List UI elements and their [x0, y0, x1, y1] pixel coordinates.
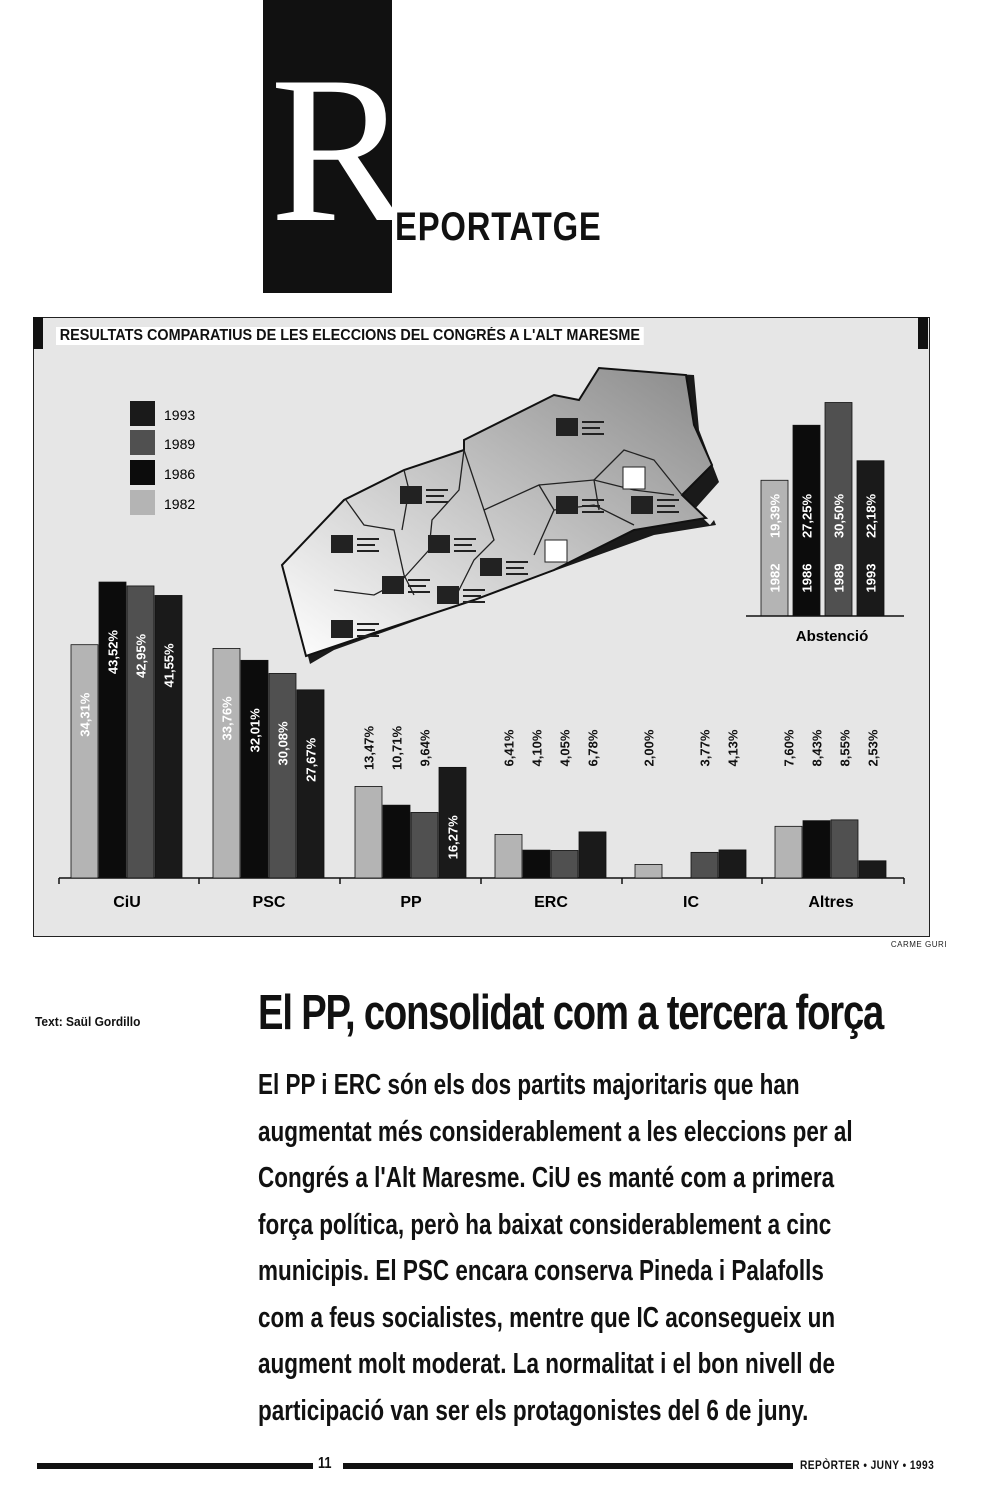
bar-Altres-1986 — [803, 821, 830, 878]
bar-PSC-1982 — [213, 648, 240, 878]
bar-Altres-1982 — [775, 826, 802, 878]
data-label-CiU-1986: 43,52% — [105, 630, 121, 675]
bar-PSC-1993 — [297, 690, 324, 878]
data-label-CiU-1993: 41,55% — [161, 643, 177, 688]
legend — [130, 401, 195, 515]
section-title: EPORTATGE — [395, 205, 602, 249]
page-number: 11 — [318, 1455, 332, 1472]
data-label-IC-1982: 2,00% — [641, 729, 657, 767]
data-label-PSC-1986: 32,01% — [247, 708, 263, 753]
publication-info: REPÒRTER • JUNY • 1993 — [800, 1458, 935, 1472]
data-label-PP-1989: 9,64% — [417, 729, 433, 767]
bar-PP-1982 — [355, 786, 382, 878]
data-label-IC-1989: 3,77% — [697, 729, 713, 767]
frame-accent-right — [918, 317, 928, 349]
lead-line: augmentat més considerablement a les eleccions per al — [258, 1115, 853, 1148]
legend-swatch-1989 — [130, 430, 155, 455]
abstention-label: Abstenció — [795, 628, 869, 645]
data-label-PSC-1989: 30,08% — [275, 721, 291, 766]
bar-CiU-1993 — [155, 595, 182, 878]
data-label-ERC-1982: 6,41% — [501, 729, 517, 767]
photo-credit: CARME GURI — [890, 940, 947, 949]
abstention-value-label: 22,18% — [863, 493, 879, 539]
data-label-Altres-1989: 8,55% — [837, 729, 853, 767]
abstention-year-label: 1993 — [863, 563, 879, 593]
bar-ERC-1993 — [579, 832, 606, 878]
legend-label-1989: 1989 — [164, 436, 196, 452]
category-label-CiU: CiU — [113, 894, 141, 911]
bar-IC-1982 — [635, 864, 662, 878]
bar-CiU-1986 — [99, 582, 126, 878]
category-label-PP: PP — [400, 894, 422, 911]
results-chart — [34, 350, 927, 934]
bar-PSC-1986 — [241, 660, 268, 878]
data-label-Altres-1982: 7,60% — [781, 729, 797, 767]
bar-Altres-1993 — [859, 861, 886, 878]
bar-ERC-1986 — [523, 850, 550, 878]
legend-swatch-1982 — [130, 490, 155, 515]
abstention-value-label: 19,39% — [767, 493, 783, 539]
lead-line: participació van ser els protagonistes del 6 de juny. — [258, 1394, 809, 1427]
abstention-value-label: 27,25% — [799, 493, 815, 539]
lead-line: com a feus socialistes, mentre que IC aconsegueix un — [258, 1301, 836, 1334]
data-label-PP-1982: 13,47% — [361, 725, 377, 771]
abstention-bar-chart — [746, 403, 904, 646]
abstention-year-label: 1989 — [831, 563, 847, 593]
legend-swatch-1986 — [130, 460, 155, 485]
legend-label-1993: 1993 — [164, 407, 196, 423]
abstention-year-label: 1982 — [767, 563, 783, 593]
legend-label-1986: 1986 — [164, 466, 196, 482]
footer-rule-right — [343, 1463, 793, 1469]
category-label-ERC: ERC — [534, 894, 568, 911]
bar-CiU-1982 — [71, 645, 98, 878]
data-label-Altres-1986: 8,43% — [809, 729, 825, 767]
abstention-value-label: 30,50% — [831, 493, 847, 539]
bar-CiU-1989 — [127, 586, 154, 878]
main-bar-chart — [59, 582, 904, 911]
data-label-IC-1993: 4,13% — [725, 729, 741, 767]
chart-title: RESULTATS COMPARATIUS DE LES ELECCIONS DEL CONGRÉS A L'ALT MARESME — [56, 327, 644, 345]
lead-line: municipis. El PSC encara conserva Pineda i Palafolls — [258, 1255, 824, 1287]
bar-IC-1989 — [691, 852, 718, 878]
lead-line: El PP i ERC són els dos partits majoritaris que han — [258, 1069, 800, 1101]
bar-PP-1986 — [383, 805, 410, 878]
legend-label-1982: 1982 — [164, 496, 196, 512]
header-initial: R — [270, 34, 407, 266]
footer-rule-left — [37, 1463, 313, 1469]
data-label-PP-1986: 10,71% — [389, 725, 405, 771]
category-label-PSC: PSC — [252, 894, 286, 911]
data-label-ERC-1986: 4,10% — [529, 729, 545, 767]
data-label-CiU-1982: 34,31% — [77, 692, 93, 737]
frame-accent-left — [33, 317, 43, 349]
lead-paragraph — [258, 1062, 925, 1434]
data-label-PSC-1993: 27,67% — [303, 737, 319, 782]
legend-swatch-1993 — [130, 401, 155, 426]
abstention-year-label: 1986 — [799, 563, 815, 593]
bar-PSC-1989 — [269, 673, 296, 878]
bar-IC-1993 — [719, 850, 746, 878]
bar-Altres-1989 — [831, 820, 858, 878]
category-label-IC: IC — [683, 894, 699, 911]
bar-ERC-1982 — [495, 834, 522, 878]
map-illustration — [282, 368, 719, 664]
lead-line: augment molt moderat. La normalitat i el bon nivell de — [258, 1348, 835, 1380]
data-label-Altres-1993: 2,53% — [865, 729, 881, 767]
data-label-ERC-1993: 6,78% — [585, 729, 601, 767]
data-label-ERC-1989: 4,05% — [557, 729, 573, 767]
lead-line: Congrés a l'Alt Maresme. CiU es manté com a primera — [258, 1162, 835, 1194]
bar-ERC-1989 — [551, 850, 578, 878]
bar-PP-1989 — [411, 812, 438, 878]
category-label-Altres: Altres — [808, 894, 854, 911]
data-label-CiU-1989: 42,95% — [133, 633, 149, 678]
lead-line: força política, però ha baixat considerablement a cinc — [258, 1208, 832, 1241]
byline: Text: Saül Gordillo — [35, 1014, 141, 1029]
headline: El PP, consolidat com a tercera força — [258, 986, 884, 1040]
data-label-PP-1993: 16,27% — [445, 815, 461, 860]
data-label-PSC-1982: 33,76% — [219, 696, 235, 741]
